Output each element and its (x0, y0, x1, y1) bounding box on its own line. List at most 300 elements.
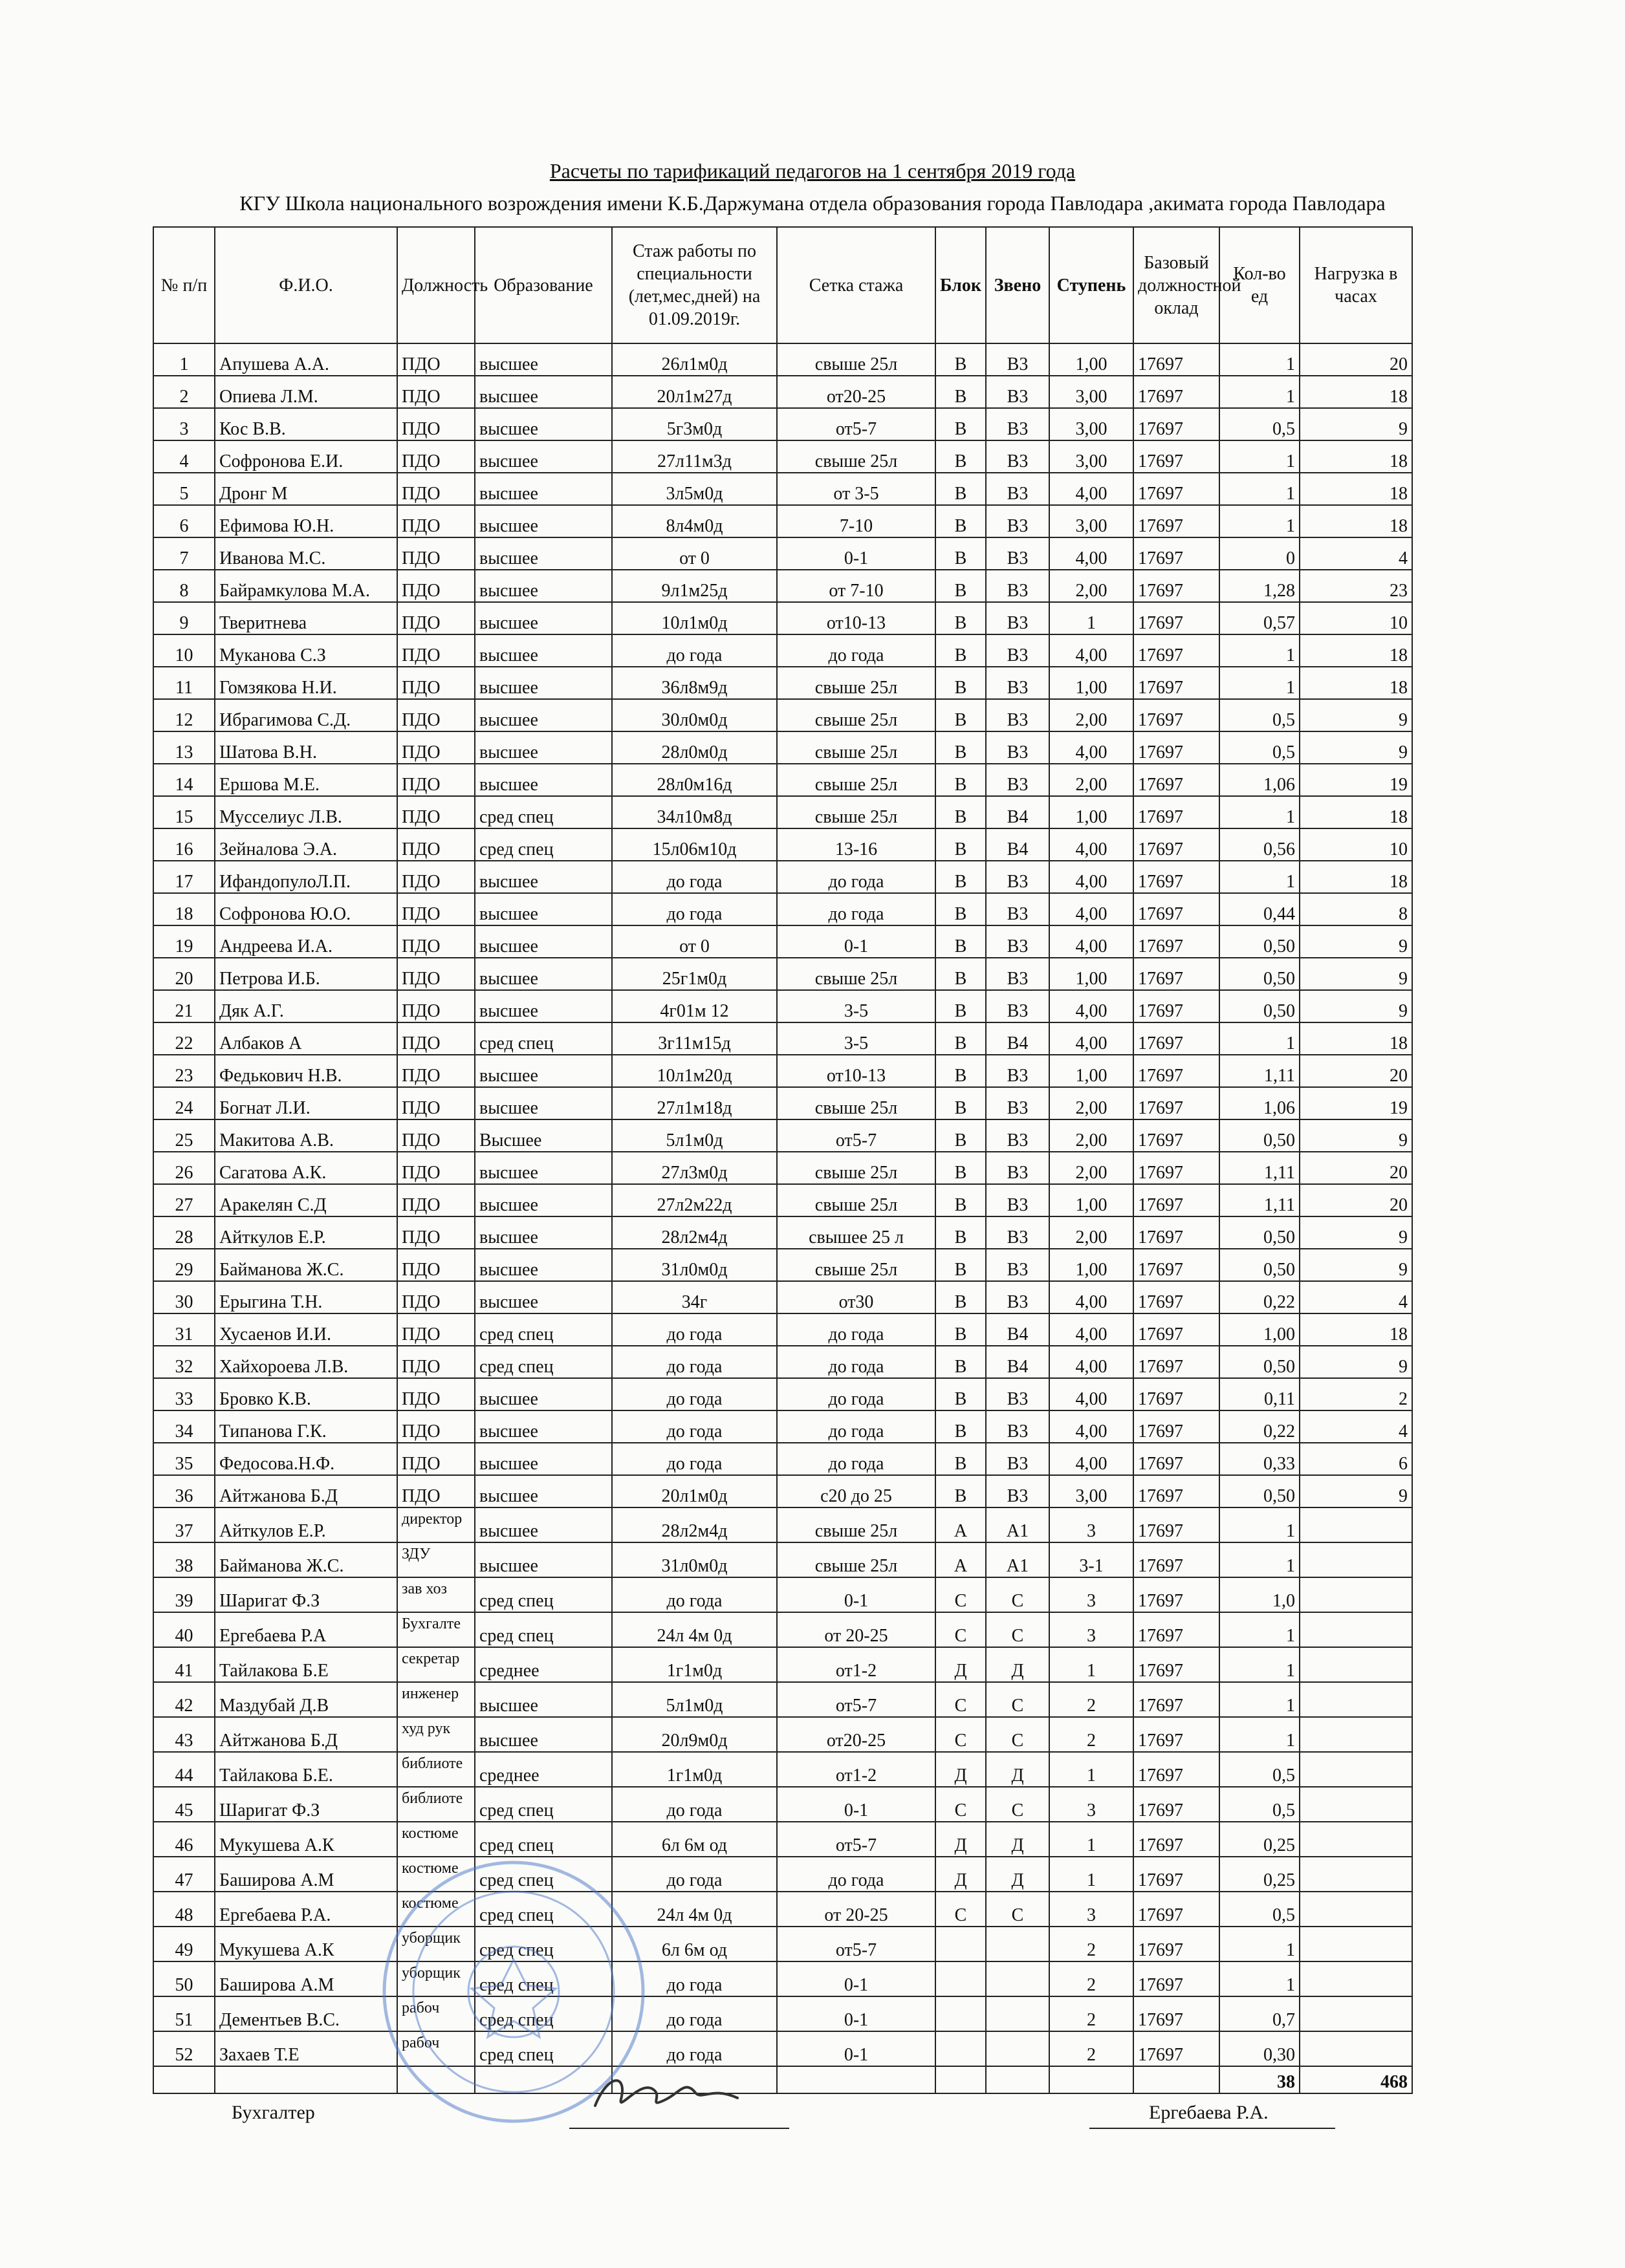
table-cell: 1 (1049, 1822, 1133, 1857)
table-cell: 17697 (1133, 1249, 1219, 1281)
signature-icon (582, 2060, 750, 2125)
table-cell: 28л2м4д (612, 1507, 777, 1542)
table-row (153, 634, 1412, 667)
table-cell: 1 (1219, 376, 1300, 408)
table-cell: 51 (153, 1996, 215, 2031)
table-cell: 18 (1300, 634, 1412, 667)
table-cell: до года (777, 893, 935, 925)
table-cell: В4 (986, 796, 1049, 828)
table-cell: 0,33 (1219, 1443, 1300, 1475)
table-row (153, 537, 1412, 570)
table-cell: В (935, 1152, 986, 1184)
table-cell: В3 (986, 699, 1049, 731)
table-cell: Тайлакова Б.Е. (215, 1752, 397, 1787)
total-cell (153, 2066, 215, 2093)
table-cell: Баширова А.М (215, 1857, 397, 1892)
table-row (153, 925, 1412, 958)
col-header-experience-grid: Сетка стажа (777, 227, 935, 343)
table-cell: 17697 (1133, 1152, 1219, 1184)
table-cell: 10л1м20д (612, 1055, 777, 1087)
table-cell: до года (612, 1410, 777, 1443)
table-cell: ПДО (397, 1022, 475, 1055)
table-cell: 2 (1049, 1682, 1133, 1717)
table-cell: 17697 (1133, 1087, 1219, 1119)
table-cell: 17697 (1133, 1787, 1219, 1822)
col-header-link: Звено (986, 227, 1049, 343)
table-cell: 4,00 (1049, 731, 1133, 764)
table-cell: свыше 25л (777, 440, 935, 473)
table-row (153, 343, 1412, 376)
table-cell: В3 (986, 376, 1049, 408)
table-cell: 8л4м0д (612, 505, 777, 537)
table-cell: В3 (986, 537, 1049, 570)
table-cell: свыше 25л (777, 699, 935, 731)
table-cell: высшее (475, 1249, 612, 1281)
table-cell: В (935, 1184, 986, 1216)
table-cell: В (935, 667, 986, 699)
table-cell: 0,5 (1219, 1752, 1300, 1787)
table-cell: 17697 (1133, 1281, 1219, 1313)
table-row (153, 796, 1412, 828)
table-cell: от 0 (612, 537, 777, 570)
table-row (153, 1682, 1412, 1717)
table-cell: 0,50 (1219, 1346, 1300, 1378)
table-cell: 20л1м0д (612, 1475, 777, 1507)
table-cell: 1 (1219, 440, 1300, 473)
table-cell: Гомзякова Н.И. (215, 667, 397, 699)
table-row (153, 1378, 1412, 1410)
table-cell: Софронова Е.И. (215, 440, 397, 473)
table-cell: А1 (986, 1542, 1049, 1577)
table-cell: 1 (1219, 1647, 1300, 1682)
table-cell: до года (612, 1961, 777, 1996)
table-cell: высшее (475, 1410, 612, 1443)
table-cell: Ефимова Ю.Н. (215, 505, 397, 537)
table-cell: В3 (986, 570, 1049, 602)
table-cell: 17697 (1133, 1184, 1219, 1216)
total-hours: 468 (1300, 2066, 1412, 2093)
table-row (153, 990, 1412, 1022)
table-cell: ПДО (397, 1216, 475, 1249)
table-cell: 0-1 (777, 1996, 935, 2031)
table-cell: 9 (1300, 1346, 1412, 1378)
table-cell: 40 (153, 1612, 215, 1647)
table-cell: В3 (986, 505, 1049, 537)
table-cell: В3 (986, 958, 1049, 990)
table-cell: В (935, 473, 986, 505)
table-row (153, 1119, 1412, 1152)
table-cell: 27 (153, 1184, 215, 1216)
table-cell: 0,50 (1219, 958, 1300, 990)
table-cell: 17697 (1133, 1682, 1219, 1717)
table-cell: 0-1 (777, 1577, 935, 1612)
col-header-number: № п/п (153, 227, 215, 343)
table-row (153, 1892, 1412, 1927)
table-cell: ПДО (397, 1184, 475, 1216)
table-cell: 1г1м0д (612, 1647, 777, 1682)
table-cell: С (986, 1612, 1049, 1647)
table-cell: от20-25 (777, 1717, 935, 1752)
table-cell: 4,00 (1049, 634, 1133, 667)
table-cell: ПДО (397, 861, 475, 893)
table-cell (986, 1996, 1049, 2031)
table-cell: 3,00 (1049, 505, 1133, 537)
table-cell: от5-7 (777, 408, 935, 440)
table-cell: 18 (1300, 505, 1412, 537)
table-cell: 4 (1300, 537, 1412, 570)
signature-line (569, 2128, 789, 2129)
table-cell: 31л0м0д (612, 1249, 777, 1281)
total-cell (777, 2066, 935, 2093)
table-cell (935, 2031, 986, 2066)
table-cell: 2 (1049, 1717, 1133, 1752)
table-cell: 17697 (1133, 537, 1219, 570)
table-cell: В3 (986, 764, 1049, 796)
table-cell: ПДО (397, 376, 475, 408)
table-cell: 1 (1049, 1647, 1133, 1682)
table-cell: 3,00 (1049, 408, 1133, 440)
table-cell: Тверитнева (215, 602, 397, 634)
table-cell: 2,00 (1049, 1216, 1133, 1249)
table-cell: высшее (475, 764, 612, 796)
table-row (153, 764, 1412, 796)
table-cell: высшее (475, 376, 612, 408)
table-cell: 5л1м0д (612, 1119, 777, 1152)
table-cell: 1 (1219, 1542, 1300, 1577)
table-cell: 4,00 (1049, 1022, 1133, 1055)
table-cell: Софронова Ю.О. (215, 893, 397, 925)
table-cell: 1 (1219, 861, 1300, 893)
col-header-experience: Стаж работы по специальности (лет,мес,дней) на 01.09.2019г. (612, 227, 777, 343)
col-header-position: Должность (397, 227, 475, 343)
table-cell: 3г11м15д (612, 1022, 777, 1055)
table-cell: 21 (153, 990, 215, 1022)
table-cell: высшее (475, 667, 612, 699)
table-cell: 17697 (1133, 1216, 1219, 1249)
table-cell: 3 (153, 408, 215, 440)
table-cell: Дементьев В.С. (215, 1996, 397, 2031)
table-cell: 49 (153, 1927, 215, 1961)
header-row (153, 227, 1412, 343)
table-cell: 17697 (1133, 1892, 1219, 1927)
table-cell: высшее (475, 1507, 612, 1542)
table-cell: высшее (475, 861, 612, 893)
table-cell: 1,11 (1219, 1055, 1300, 1087)
table-cell: С (935, 1612, 986, 1647)
table-cell: 27л2м22д (612, 1184, 777, 1216)
table-cell: Айткулов Е.Р. (215, 1216, 397, 1249)
table-cell: Шаригат Ф.З (215, 1787, 397, 1822)
table-cell: Хайхороева Л.В. (215, 1346, 397, 1378)
table-cell: В3 (986, 1055, 1049, 1087)
table-cell: 6 (1300, 1443, 1412, 1475)
table-cell: ПДО (397, 1443, 475, 1475)
table-cell: 1,11 (1219, 1184, 1300, 1216)
table-cell (1300, 2031, 1412, 2066)
table-cell: высшее (475, 1152, 612, 1184)
table-cell: 12 (153, 699, 215, 731)
table-cell: Байманова Ж.С. (215, 1249, 397, 1281)
table-cell: В3 (986, 1475, 1049, 1507)
table-cell: среднее (475, 1647, 612, 1682)
table-cell: В (935, 796, 986, 828)
table-cell: В (935, 1475, 986, 1507)
table-cell: от10-13 (777, 1055, 935, 1087)
table-cell: ПДО (397, 990, 475, 1022)
table-cell: 18 (1300, 667, 1412, 699)
document-subtitle: КГУ Школа национального возрождения имени К.Б.Даржумана отдела образования города Павлодара ,акимата города Павлодара (239, 191, 1386, 215)
table-cell: Богнат Л.И. (215, 1087, 397, 1119)
table-cell: Маздубай Д.В (215, 1682, 397, 1717)
table-cell: 15л06м10д (612, 828, 777, 861)
table-cell: С (935, 1892, 986, 1927)
table-cell: 17697 (1133, 667, 1219, 699)
table-cell: 17697 (1133, 1961, 1219, 1996)
table-cell: 18 (1300, 796, 1412, 828)
table-cell: В3 (986, 861, 1049, 893)
table-cell: 9 (1300, 925, 1412, 958)
table-cell: В3 (986, 634, 1049, 667)
table-cell: 26л1м0д (612, 343, 777, 376)
table-cell: высшее (475, 1281, 612, 1313)
table-cell: 17697 (1133, 634, 1219, 667)
table-cell: высшее (475, 634, 612, 667)
table-cell (1300, 1612, 1412, 1647)
table-row (153, 1216, 1412, 1249)
table-cell: 20 (153, 958, 215, 990)
table-cell: 13-16 (777, 828, 935, 861)
table-row (153, 958, 1412, 990)
table-cell: В4 (986, 828, 1049, 861)
table-row (153, 1996, 1412, 2031)
table-cell: до года (612, 1577, 777, 1612)
table-cell: 0,5 (1219, 1892, 1300, 1927)
table-cell: 10 (1300, 602, 1412, 634)
table-cell: 3-5 (777, 1022, 935, 1055)
table-cell (935, 1961, 986, 1996)
table-cell: высшее (475, 893, 612, 925)
table-cell: 5л1м0д (612, 1682, 777, 1717)
table-cell (1300, 1647, 1412, 1682)
table-cell: 19 (1300, 764, 1412, 796)
table-row (153, 1281, 1412, 1313)
table-cell: В (935, 861, 986, 893)
table-cell: ПДО (397, 473, 475, 505)
table-cell: 9 (1300, 1249, 1412, 1281)
table-cell: В (935, 990, 986, 1022)
table-cell: 17697 (1133, 1612, 1219, 1647)
table-cell: 37 (153, 1507, 215, 1542)
table-cell: 17697 (1133, 1927, 1219, 1961)
table-cell: ПДО (397, 893, 475, 925)
table-cell: 47 (153, 1857, 215, 1892)
table-cell: 17 (153, 861, 215, 893)
table-cell: 20л9м0д (612, 1717, 777, 1752)
table-cell: от20-25 (777, 376, 935, 408)
table-cell: 4,00 (1049, 1443, 1133, 1475)
table-cell: Опиева Л.М. (215, 376, 397, 408)
table-cell: С (986, 1682, 1049, 1717)
table-cell: 0,50 (1219, 1216, 1300, 1249)
table-cell: 20л1м27д (612, 376, 777, 408)
table-cell: Андреева И.А. (215, 925, 397, 958)
table-cell: 4,00 (1049, 473, 1133, 505)
table-cell: 4,00 (1049, 1346, 1133, 1378)
table-cell: Айтжанова Б.Д (215, 1717, 397, 1752)
col-header-education: Образование (475, 227, 612, 343)
table-row (153, 1152, 1412, 1184)
table-cell: 17697 (1133, 2031, 1219, 2066)
table-cell: Бухгалте (397, 1612, 475, 1647)
table-body (153, 343, 1412, 2066)
table-cell: В3 (986, 408, 1049, 440)
table-cell: 31л0м0д (612, 1542, 777, 1577)
table-cell: Муканова С.З (215, 634, 397, 667)
table-cell: В (935, 1378, 986, 1410)
table-row (153, 602, 1412, 634)
table-cell: свыше 25л (777, 667, 935, 699)
table-cell: 27л3м0д (612, 1152, 777, 1184)
table-cell: 20 (1300, 343, 1412, 376)
table-cell: 17697 (1133, 1822, 1219, 1857)
table-cell: ПДО (397, 1055, 475, 1087)
table-cell: 17697 (1133, 699, 1219, 731)
table-cell: 3-5 (777, 990, 935, 1022)
table-cell: ПДО (397, 570, 475, 602)
table-cell: директор (397, 1507, 475, 1542)
table-cell: свыше 25л (777, 1249, 935, 1281)
table-cell: 1 (153, 343, 215, 376)
table-cell: 17697 (1133, 1346, 1219, 1378)
table-row (153, 1577, 1412, 1612)
table-cell: ПДО (397, 1313, 475, 1346)
table-cell: сред спец (475, 828, 612, 861)
table-cell: 17697 (1133, 958, 1219, 990)
table-cell: 3 (1049, 1612, 1133, 1647)
table-row (153, 1857, 1412, 1892)
table-cell: С (986, 1892, 1049, 1927)
table-cell (1300, 1542, 1412, 1577)
table-cell (986, 1961, 1049, 1996)
table-cell: 11 (153, 667, 215, 699)
table-cell: до года (612, 634, 777, 667)
table-cell: 0,56 (1219, 828, 1300, 861)
table-cell: Ергебаева Р.А (215, 1612, 397, 1647)
table-cell: Д (986, 1822, 1049, 1857)
table-cell: 9 (1300, 408, 1412, 440)
table-cell: от 7-10 (777, 570, 935, 602)
table-cell: костюме (397, 1822, 475, 1857)
table-cell (1300, 1717, 1412, 1752)
table-cell: 4,00 (1049, 1281, 1133, 1313)
table-cell: высшее (475, 440, 612, 473)
table-cell: ПДО (397, 1410, 475, 1443)
table-cell: 1,06 (1219, 764, 1300, 796)
table-cell: 18 (1300, 473, 1412, 505)
table-row (153, 1475, 1412, 1507)
table-row (153, 440, 1412, 473)
table-cell: Шаригат Ф.З (215, 1577, 397, 1612)
table-cell: Мусселиус Л.В. (215, 796, 397, 828)
table-cell: 9 (1300, 1216, 1412, 1249)
table-cell: 39 (153, 1577, 215, 1612)
table-cell: 1,00 (1049, 1249, 1133, 1281)
table-cell: В3 (986, 1443, 1049, 1475)
table-cell: сред спец (475, 2031, 612, 2066)
table-cell: 17697 (1133, 1055, 1219, 1087)
table-cell: от5-7 (777, 1682, 935, 1717)
table-cell: Типанова Г.К. (215, 1410, 397, 1443)
table-cell: высшее (475, 505, 612, 537)
table-cell: 10 (1300, 828, 1412, 861)
table-row (153, 473, 1412, 505)
table-cell (1300, 1961, 1412, 1996)
table-cell: ПДО (397, 602, 475, 634)
table-cell: библиоте (397, 1787, 475, 1822)
table-cell: 1,00 (1049, 958, 1133, 990)
table-cell: ПДО (397, 634, 475, 667)
table-cell: В (935, 893, 986, 925)
table-cell: высшее (475, 1055, 612, 1087)
table-cell: Апушева А.А. (215, 343, 397, 376)
total-cell (1049, 2066, 1133, 2093)
table-cell: до года (777, 1857, 935, 1892)
table-cell: сред спец (475, 1996, 612, 2031)
table-cell: 17697 (1133, 505, 1219, 537)
table-cell: 1 (1219, 1507, 1300, 1542)
table-cell: С (935, 1577, 986, 1612)
table-cell: 0,57 (1219, 602, 1300, 634)
table-cell: 0,44 (1219, 893, 1300, 925)
table-cell: с20 до 25 (777, 1475, 935, 1507)
table-row (153, 1087, 1412, 1119)
table-cell: 2,00 (1049, 570, 1133, 602)
table-cell: 0,50 (1219, 1249, 1300, 1281)
table-cell: высшее (475, 699, 612, 731)
table-cell: 6л 6м од (612, 1927, 777, 1961)
table-row (153, 1410, 1412, 1443)
table-cell: 0,22 (1219, 1410, 1300, 1443)
table-cell: 13 (153, 731, 215, 764)
tariff-table (153, 226, 1413, 2094)
table-cell: В (935, 731, 986, 764)
table-cell: 4,00 (1049, 893, 1133, 925)
table-cell: 3,00 (1049, 1475, 1133, 1507)
table-cell: С (986, 1717, 1049, 1752)
table-cell: 19 (1300, 1087, 1412, 1119)
table-cell: 2,00 (1049, 764, 1133, 796)
table-row (153, 1055, 1412, 1087)
table-cell: 5г3м0д (612, 408, 777, 440)
table-cell: 1 (1219, 1612, 1300, 1647)
table-cell: Кос В.В. (215, 408, 397, 440)
table-cell: ПДО (397, 537, 475, 570)
table-cell: 9 (1300, 699, 1412, 731)
table-cell: 1 (1219, 1961, 1300, 1996)
table-cell: ПДО (397, 1152, 475, 1184)
table-cell: 0,22 (1219, 1281, 1300, 1313)
table-cell: 0,5 (1219, 731, 1300, 764)
table-cell: 45 (153, 1787, 215, 1822)
table-cell: высшее (475, 537, 612, 570)
table-cell: ПДО (397, 343, 475, 376)
table-cell: уборщик (397, 1927, 475, 1961)
table-cell: 15 (153, 796, 215, 828)
table-cell: 4,00 (1049, 828, 1133, 861)
table-cell: до года (612, 1313, 777, 1346)
table-cell (1300, 1507, 1412, 1542)
table-cell: высшее (475, 1542, 612, 1577)
